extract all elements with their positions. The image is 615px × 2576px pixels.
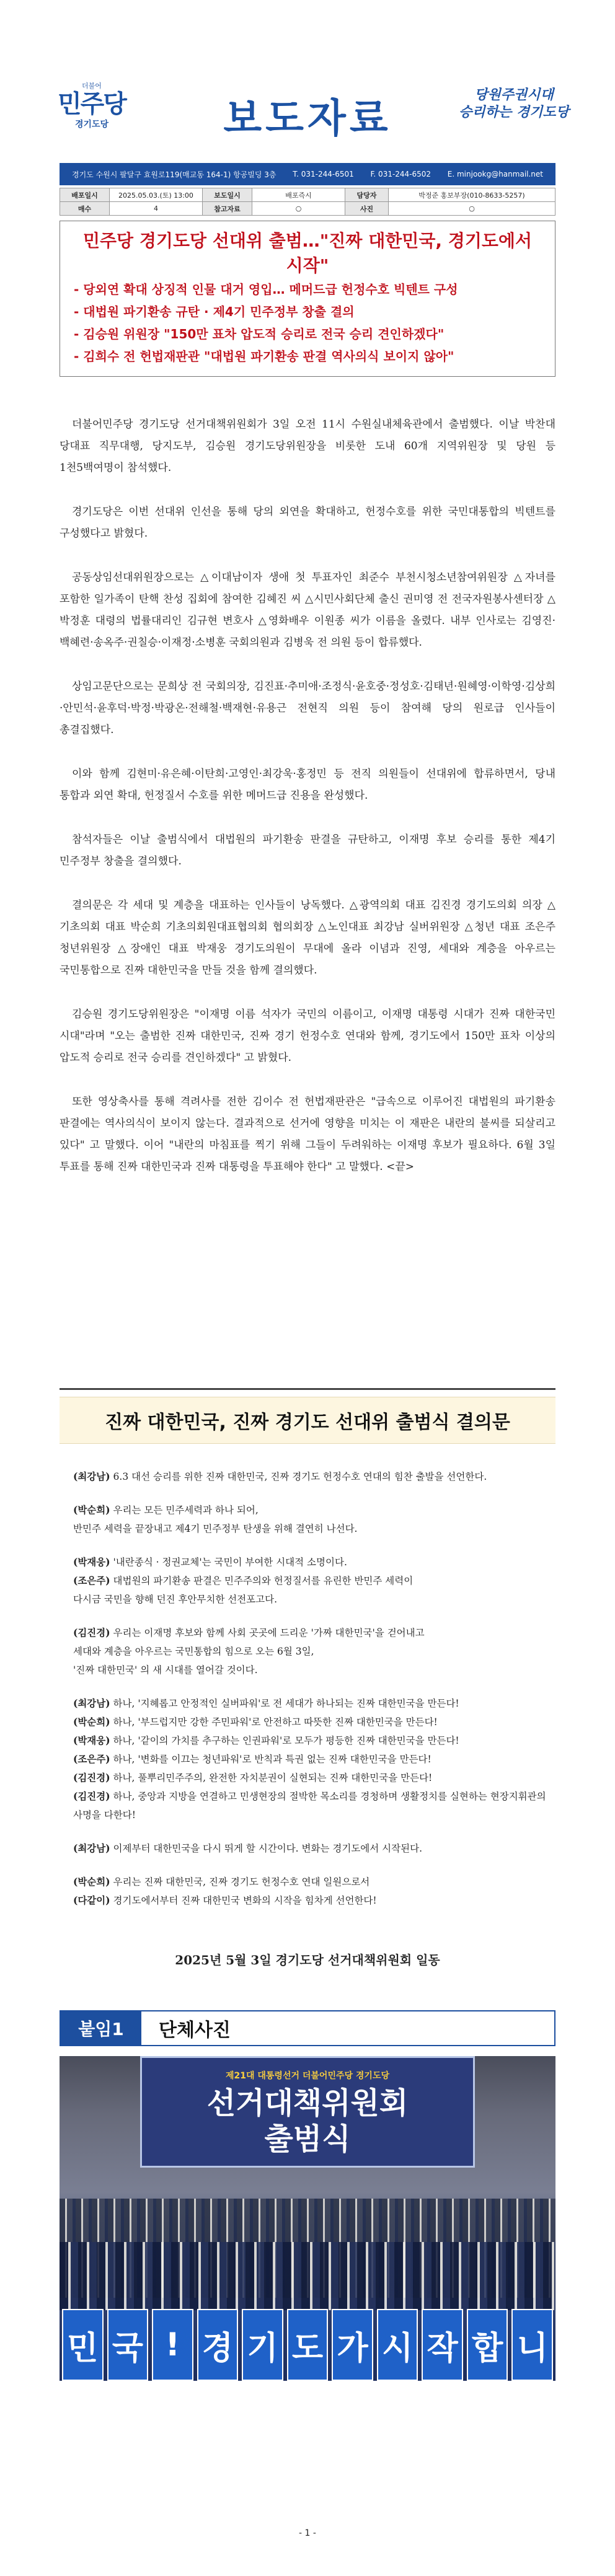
slogan-line-2: 승리하는 경기도당 [459,105,569,120]
resolution-line [73,1519,557,1538]
meta-value: 2025.05.03.(토) 13:00 [110,188,203,202]
banner-char: 시 [377,2309,418,2381]
speaker-label: (조은주) [73,1753,110,1765]
banner-char: 경 [197,2309,239,2381]
resolution-line [73,1769,557,1787]
tel-text: T. 031-244-6501 [293,170,354,178]
headline-sub: - 김승원 위원장 "150만 표차 압도적 승리로 전국 승리 견인하겠다" [74,327,445,341]
resolution-line [73,1572,557,1590]
headline-box [60,221,555,377]
resolution-line [73,1891,557,1910]
page-number: - 1 - [299,2528,316,2538]
resolution-group [73,1873,557,1910]
resolution-text: 세대와 계층을 아우르는 국민통합의 힘으로 오는 6월 3일, [73,1646,314,1657]
resolution-line [73,1590,557,1609]
headline-title: 민주당 경기도당 선대위 출범…"진짜 대한민국, 경기도에서 시작" [82,231,533,276]
resolution-text: 하나, '변화를 이끄는 청년파워'로 반칙과 특권 없는 진짜 대한민국을 만든다! [113,1754,431,1765]
banner-char: 도 [287,2309,329,2381]
headline-sub: - 김희수 전 헌법재판관 "대법원 파기환송 판결 역사의식 보이지 않아" [74,349,454,364]
article-body [60,414,555,1200]
body-paragraph: 공동상임선대위원장으로는 △이대남이자 생애 첫 투표자인 최준수 부천시청소년참여위원장 △자녀를 포함한 일가족이 탄핵 찬성 집회에 참여한 김혜진 씨 △시민사회단체 출신 권미영 전 전국자원봉사센터장 △박정훈 대령의 법률대리인 김규현 변호사 △영화배우 이원종 씨가 이름을 올렸다. 내부 인사로는 김영진·백혜련·송옥주·권칠승·이재정·소병훈 국회의원과 김병욱 전 의원 등이 합류했다. [60,571,555,649]
resolution-text: 이제부터 대한민국을 다시 뛰게 할 시간이다. 변화는 경기도에서 시작된다. [113,1843,422,1854]
stage-main-text [142,2085,473,2157]
attachment-header [60,2010,555,2046]
resolution-line [73,1661,557,1679]
release-meta-table [60,188,555,216]
meta-value: 박정준 홍보부장(010-8633-5257) [389,188,555,202]
resolution-line [73,1694,557,1713]
body-paragraph: 김승원 경기도당위원장은 "이재명 이름 석자가 국민의 이름이고, 이재명 대통령 시대가 진짜 대한국민 시대"라며 "오는 출범한 진짜 대한민국, 진짜 경기 헌정수호 연대와 함께, 경기도에서 150만 표차 이상의 압도적 승리로 전국 승리를 견인하겠다" 고 밝혔다. [60,1008,555,1064]
resolution-line [73,1731,557,1750]
meta-label: 배포일시 [60,188,110,202]
resolution-group [73,1694,557,1824]
speaker-label: (박재웅) [73,1734,110,1746]
body-paragraph: 참석자들은 이날 출범식에서 대법원의 파기환송 판결을 규탄하고, 이재명 후보 승리를 통한 제4기 민주정부 창출을 결의했다. [60,833,555,868]
resolution-text: 우리는 모든 민주세력과 하나 되어, [113,1505,259,1516]
resolution-signature: 2025년 5월 3일 경기도당 선거대책위원회 일동 [175,1953,440,1967]
banner-char: ! [152,2309,193,2381]
slogan-line-1: 당원주권시대 [474,87,554,103]
speaker-label: (김진경) [73,1790,110,1802]
resolution-text: 하나, '같이의 가치를 추구하는 인권파워'로 모두가 평등한 진짜 대한민국을 만든다! [113,1735,459,1746]
logo-top-text: 더불어 [82,82,102,90]
speaker-label: (조은주) [73,1575,110,1586]
resolution-title: 진짜 대한민국, 진짜 경기도 선대위 출범식 결의문 [60,1397,555,1444]
headline-sub: - 대법원 파기환송 규탄 · 제4기 민주정부 창출 결의 [74,304,355,319]
resolution-text: 반민주 세력을 끝장내고 제4기 민주정부 탄생을 위해 결연히 나선다. [73,1523,358,1534]
meta-row [60,188,555,202]
crowd-front [60,2242,555,2310]
slogan-banner [60,2309,555,2381]
meta-label: 참고자료 [203,202,252,216]
resolution-text: 하나, 풀뿌리민주주의, 완전한 자치분권이 실현되는 진짜 대한민국을 만든다! [113,1772,433,1783]
resolution-text: 우리는 이재명 후보와 함께 사회 곳곳에 드리운 '가짜 대한민국'을 걷어내고 [113,1627,425,1638]
resolution-text: 대법원의 파기환송 판결은 민주주의와 헌정질서를 유린한 반민주 세력이 [113,1575,414,1586]
attachment-title: 단체사진 [159,2020,231,2041]
address-text: 경기도 수원시 팔달구 효원로119(매교동 164-1) 항공빌딩 3층 [72,170,277,179]
resolution-text: 경기도에서부터 진짜 대한민국 변화의 시작을 힘차게 선언한다! [113,1895,377,1906]
speaker-label: (최강남) [73,1842,110,1854]
body-paragraph: 상임고문단으로는 문희상 전 국회의장, 김진표·추미애·조정식·윤호중·정성호·김태년·원혜영·이학영·김상희·안민석·윤후덕·박정·박광온·전해철·백재현·유용근 전현직 의원 등이 참여해 당의 원로급 인사들이 총결집했다. [60,680,555,736]
section-divider [60,1388,555,1390]
body-paragraph: 또한 영상축사를 통해 격려사를 전한 김이수 전 헌법재판관은 "급속으로 이루어진 대법원의 파기환송 판결에는 역사의식이 보이지 않는다. 결과적으로 선거에 영향을 미치는 이 재판은 내란의 불씨를 되살리고 있다" 고 말했다. 이어 "내란의 마침표를 찍기 위해 그들이 두려워하는 이재명 후보가 필요하다. 6월 3일 투표를 통해 진짜 대한민국과 진짜 대통령을 투표해야 한다" 고 말했다. <끝> [60,1096,555,1173]
resolution-line [73,1501,557,1519]
banner-char: 니 [511,2309,553,2381]
email-text: E. minjookg@hanmail.net [447,170,543,178]
meta-value: ○ [389,202,555,216]
headline-sub: - 당외연 확대 상징적 인물 대거 영입… 메머드급 헌정수호 빅텐트 구성 [74,282,458,297]
meta-row [60,202,555,216]
slogan [455,87,573,121]
resolution-body [73,1467,557,1925]
resolution-text: 6.3 대선 승리를 위한 진짜 대한민국, 진짜 경기도 헌정수호 연대의 힘찬 출발을 선언한다. [113,1471,487,1482]
resolution-group [73,1467,557,1486]
resolution-text: 하나, '지혜롭고 안정적인 실버파워'로 전 세대가 하나되는 진짜 대한민국을 만든다! [113,1698,459,1709]
logo-main-text: 민주당 [58,90,126,118]
resolution-line [73,1553,557,1572]
meta-label: 매수 [60,202,110,216]
resolution-group [73,1624,557,1679]
banner-char: 합 [467,2309,508,2381]
resolution-group [73,1553,557,1609]
stage-line-1: 선거대책위원회 [206,2086,409,2121]
body-paragraph: 이와 함께 김현미·유은혜·이탄희·고영인·최강욱·홍정민 등 전직 의원들이 선대위에 합류하면서, 당내 통합과 외연 확대, 헌정질서 수호를 위한 메머드급 진용을 완성했다. [60,768,555,802]
resolution-line [73,1642,557,1661]
attachment-tag: 붙임1 [61,2011,141,2045]
speaker-label: (박재웅) [73,1556,110,1568]
banner-char: 작 [422,2309,463,2381]
stage-small-text: 제21대 대통령선거 더불어민주당 경기도당 [225,2071,389,2081]
meta-value: 4 [110,202,203,216]
body-paragraph: 결의문은 각 세대 및 계층을 대표하는 인사들이 낭독했다. △광역의회 대표 김진경 경기도의회 의장 △기초의회 대표 박순희 기초의회원대표협의회 협의회장 △노인대표 최강남 실버위원장 △청년 대표 조은주 청년위원장 △장애인 대표 박재웅 경기도의원이 무대에 올라 이념과 진영, 세대와 계층을 아우르는 국민통합으로 진짜 대한민국을 만들 것을 함께 결의했다. [60,899,555,977]
resolution-text: 다시금 국민을 향해 던진 후안무치한 선전포고다. [73,1594,278,1605]
meta-label: 담당자 [345,188,389,202]
group-photo [60,2056,555,2381]
resolution-text: '진짜 대한민국' 의 새 시대를 열어갈 것이다. [73,1664,258,1676]
speaker-label: (박순희) [73,1716,110,1728]
banner-char: 국 [107,2309,149,2381]
resolution-text: '내란종식 · 정권교체'는 국민이 부여한 시대적 소명이다. [113,1557,347,1568]
press-release-title: 보도자료 [223,96,392,142]
speaker-label: (김진경) [73,1772,110,1783]
stage-screen [140,2056,475,2168]
speaker-label: (최강남) [73,1470,110,1482]
banner-char: 가 [332,2309,373,2381]
resolution-line [73,1713,557,1731]
resolution-group [73,1839,557,1858]
body-paragraph: 경기도당은 이번 선대위 인선을 통해 당의 외연을 확대하고, 헌정수호를 위한 국민대통합의 빅텐트를 구성했다고 밝혔다. [60,506,555,540]
resolution-line [73,1624,557,1642]
banner-char: 기 [242,2309,283,2381]
resolution-line [73,1750,557,1769]
resolution-line [73,1873,557,1891]
speaker-label: (김진경) [73,1627,110,1638]
banner-char: 민 [62,2309,104,2381]
speaker-label: (다같이) [73,1894,110,1906]
speaker-label: (박순희) [73,1876,110,1888]
meta-value: ○ [252,202,345,216]
resolution-text: 하나, '부드럽지만 강한 주민파워'로 안전하고 따뜻한 진짜 대한민국을 만든다! [113,1717,438,1728]
speaker-label: (최강남) [73,1697,110,1709]
resolution-text: 우리는 진짜 대한민국, 진짜 경기도 헌정수호 연대 일원으로서 [113,1876,370,1888]
meta-label: 사진 [345,202,389,216]
fax-text: F. 031-244-6502 [370,170,431,178]
logo-sub-text: 경기도당 [74,120,109,130]
contact-bar [60,163,555,185]
meta-value: 배포즉시 [252,188,345,202]
resolution-line [73,1467,557,1486]
speaker-label: (박순희) [73,1504,110,1516]
resolution-line [73,1839,557,1858]
resolution-text: 하나, 중앙과 지방을 연결하고 민생현장의 절박한 목소리를 경청하며 생활정치를 실현하는 현장지휘관의 사명을 다한다! [73,1791,546,1821]
stage-line-2: 출범식 [264,2122,351,2156]
press-header [30,62,585,143]
body-paragraph: 더불어민주당 경기도당 선거대책위원회가 3일 오전 11시 수원실내체육관에서 출범했다. 이날 박찬대 당대표 직무대행, 당지도부, 김승원 경기도당위원장을 비롯한 도내 60개 지역위원장 및 당원 등 1천5백여명이 참석했다. [60,418,555,474]
meta-label: 보도일시 [203,188,252,202]
resolution-group [73,1501,557,1538]
resolution-line [73,1787,557,1824]
